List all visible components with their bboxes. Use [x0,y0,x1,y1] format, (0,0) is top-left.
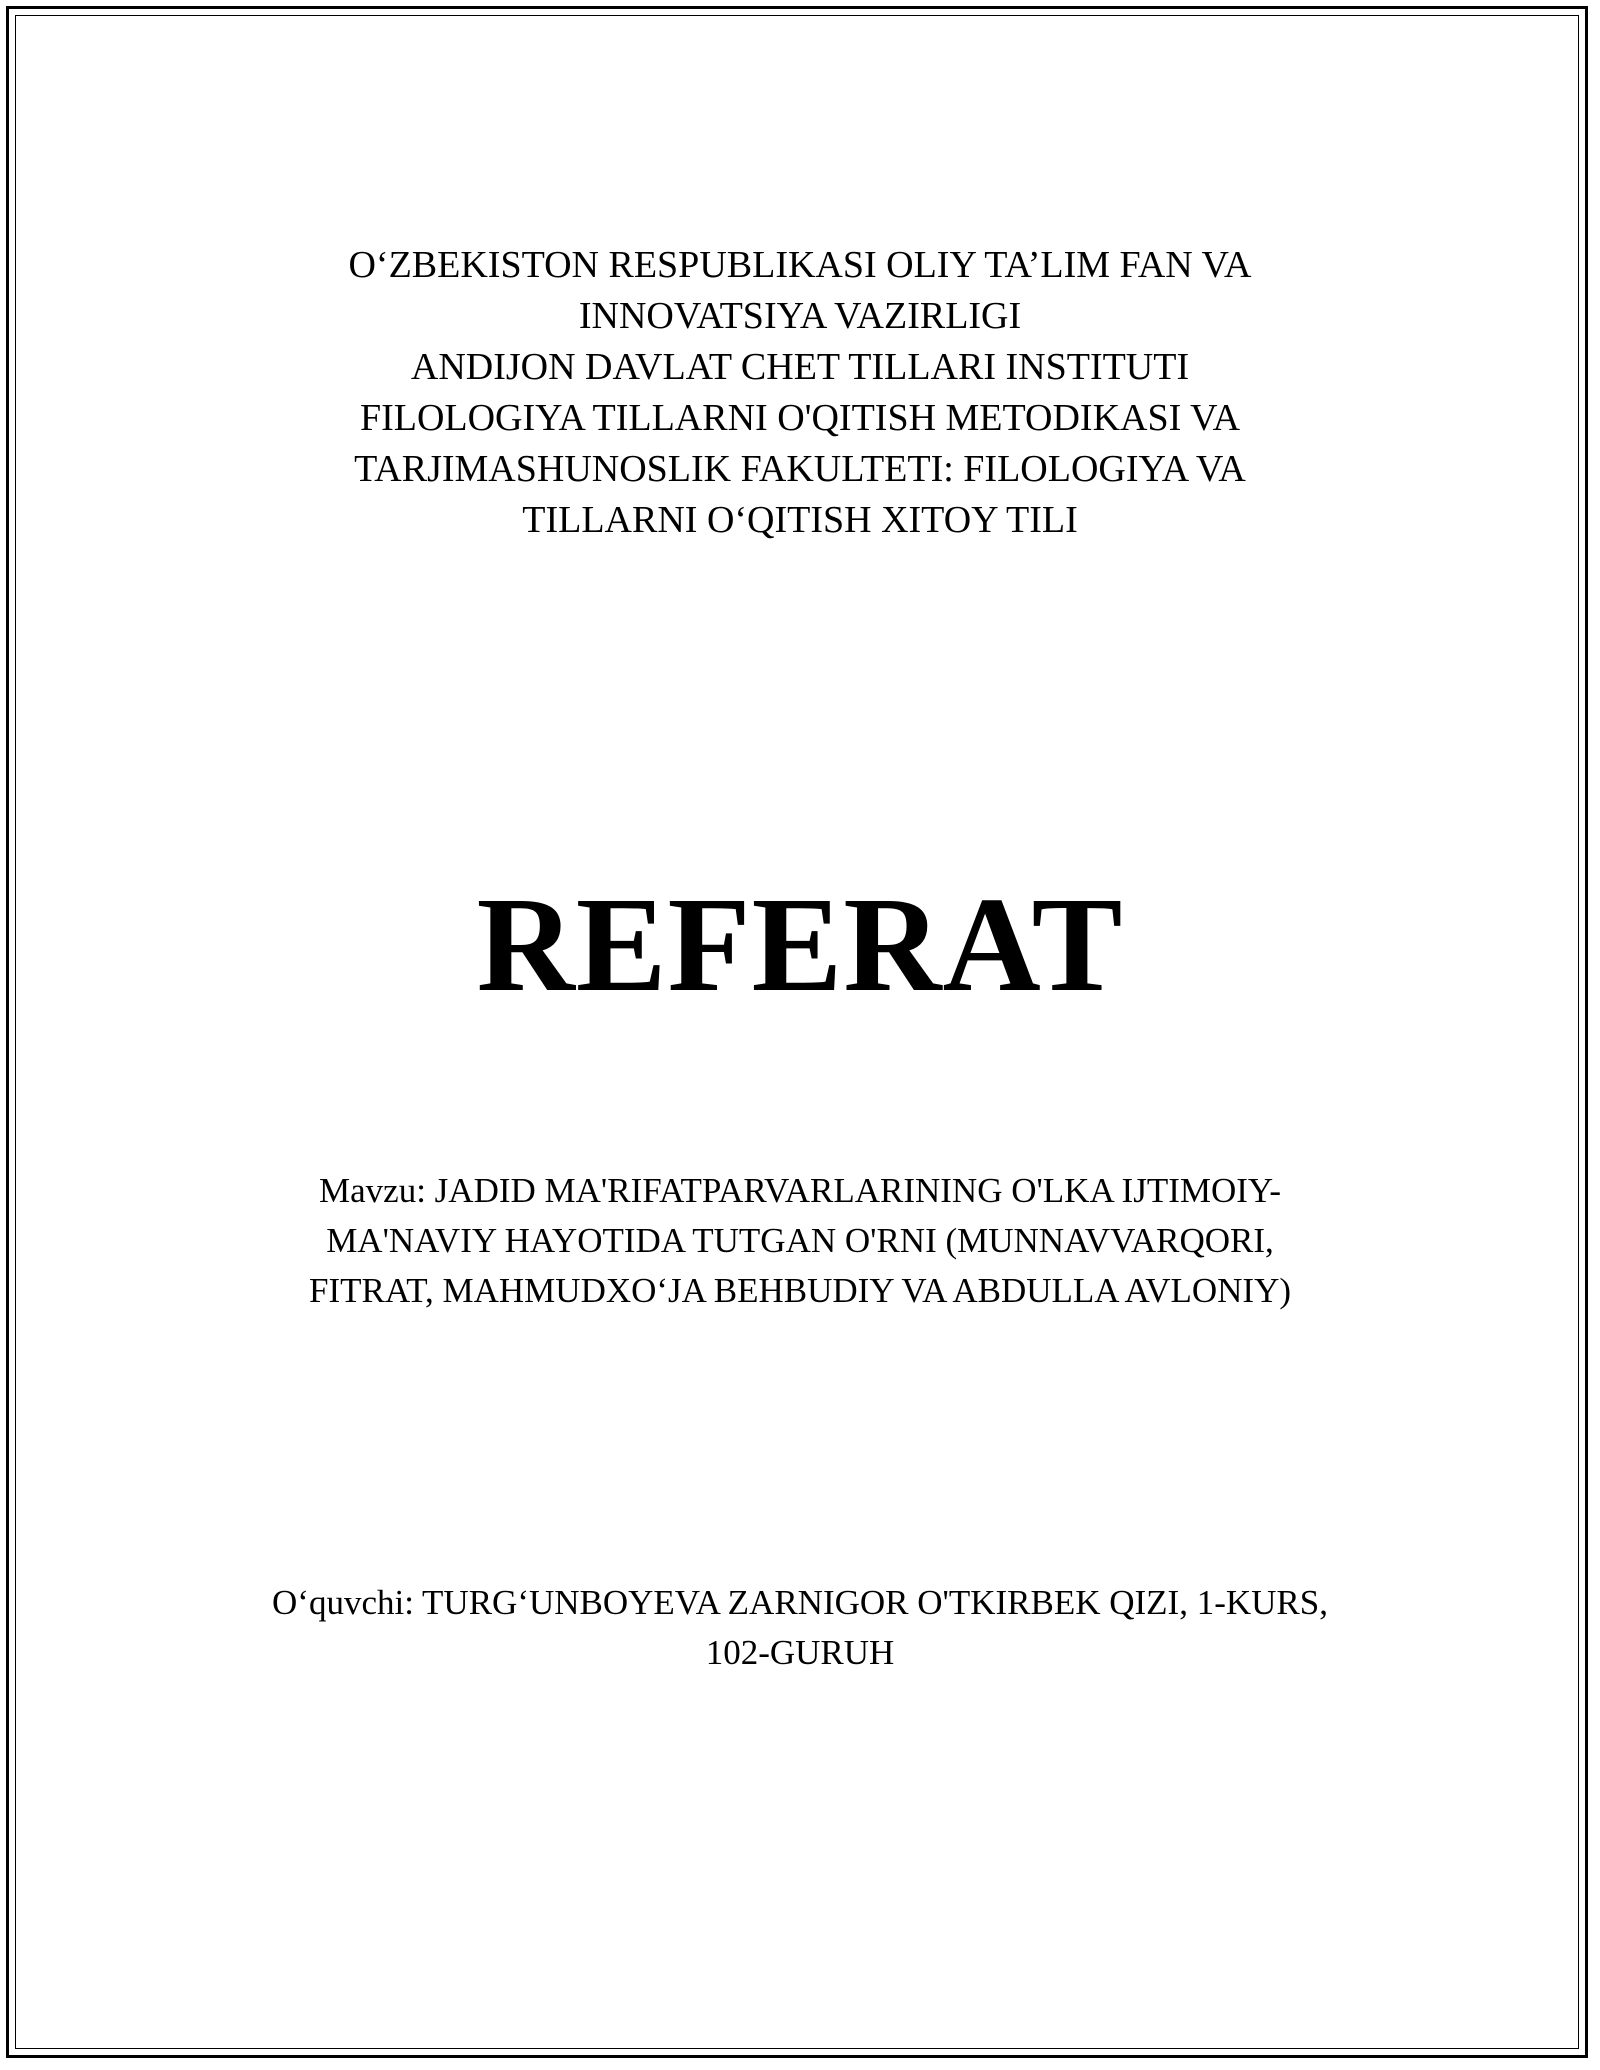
topic-line: Mavzu: JADID MA'RIFATPARVARLARINING O'LKA IJTIMOIY- [319,1171,1281,1210]
student-line: O‘quvchi: TURG‘UNBOYEVA ZARNIGOR O'TKIRBEK QIZI, 1-KURS, [272,1583,1328,1622]
header-line: ANDIJON DAVLAT CHET TILLARI INSTITUTI [410,346,1190,388]
header-line: INNOVATSIYA VAZIRLIGI [578,295,1022,337]
header-line: TARJIMASHUNOSLIK FAKULTETI: FILOLOGIYA VA [354,448,1246,490]
document-title: REFERAT [476,870,1124,1020]
header-line: TILLARNI O‘QITISH XITOY TILI [522,499,1078,541]
header-line: FILOLOGIYA TILLARNI O'QITISH METODIKASI VA [359,397,1241,439]
topic-section [200,1166,1400,1316]
header-line: O‘ZBEKISTON RESPUBLIKASI OLIY TA’LIM FAN VA [348,244,1252,286]
topic-line: MA'NAVIY HAYOTIDA TUTGAN O'RNI (MUNNAVVARQORI, [326,1221,1274,1260]
student-section [200,1578,1400,1678]
student-line: 102-GURUH [705,1633,895,1672]
topic-line: FITRAT, MAHMUDXO‘JA BEHBUDIY VA ABDULLA AVLONIY) [308,1271,1292,1310]
institution-header [200,240,1400,546]
